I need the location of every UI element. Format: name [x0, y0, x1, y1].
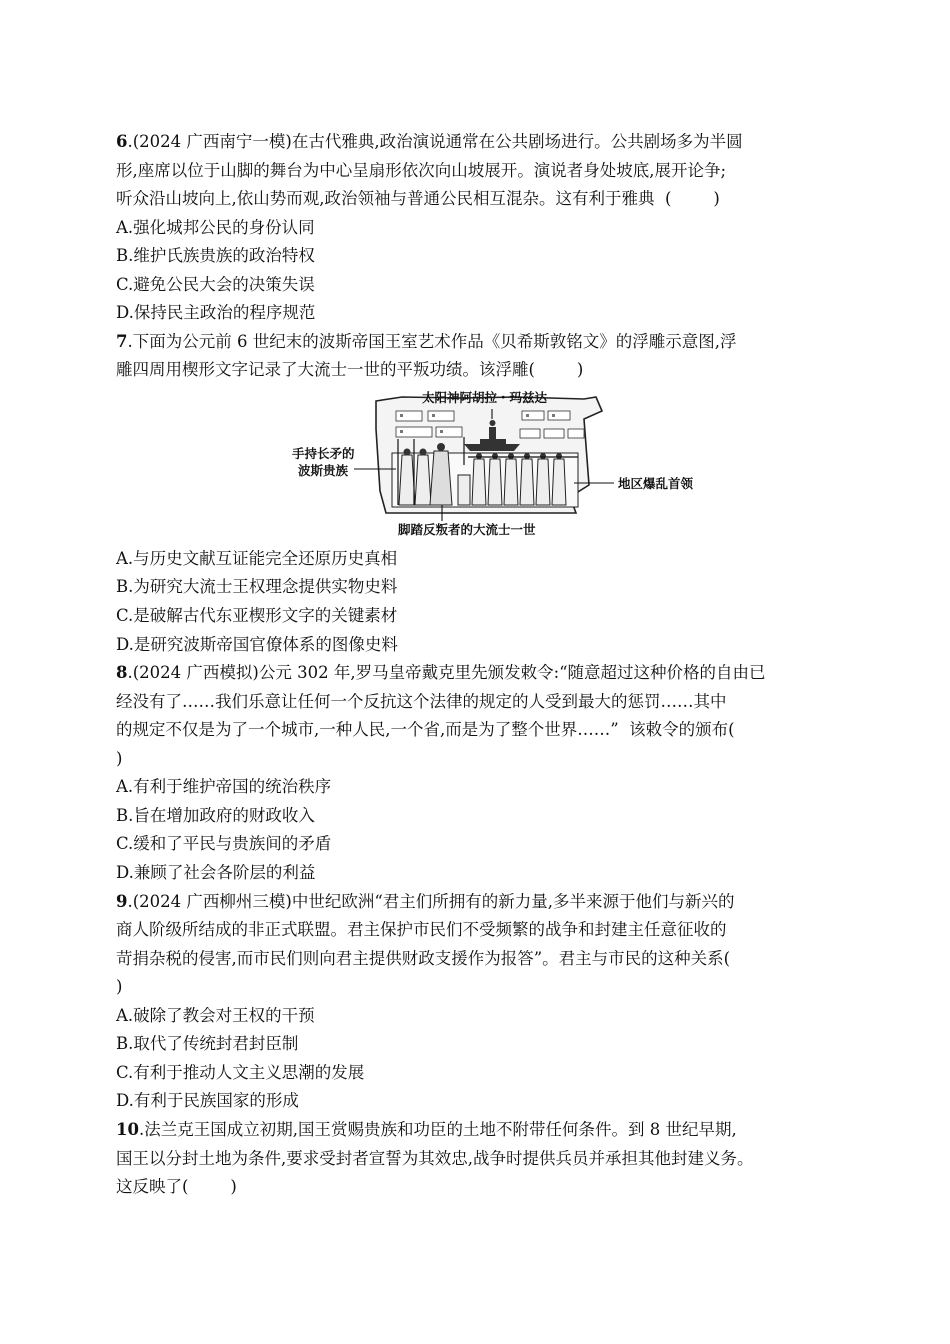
question-7	[116, 328, 846, 659]
question-number: 9	[116, 891, 128, 911]
option-c: C.有利于推动人文主义思潮的发展	[116, 1062, 365, 1082]
question-10	[116, 1116, 846, 1202]
question-number: 10	[116, 1120, 139, 1139]
question-9-stem: 9.(2024 广西柳州三模)中世纪欧洲“君主们所拥有的新力量,多半来源于他们与新兴的 商人阶级所结成的非正式联盟。君主保护市民们不受频繁的战争和封建主任意征收的 苛捐杂税的侵害,而市民们则向君主提供财政支援作为报答”。君主与市民的这种关系( )	[116, 891, 735, 997]
option-b: B.旨在增加政府的财政收入	[116, 805, 315, 825]
question-9	[116, 888, 846, 1116]
label-ahura-mazda: 太阳神阿胡拉・玛兹达	[422, 389, 548, 405]
label-darius: 脚踏反叛者的大流士一世	[398, 521, 536, 537]
option-a: A.破除了教会对王权的干预	[116, 1005, 315, 1025]
question-6	[116, 128, 846, 328]
option-a: A.强化城邦公民的身份认同	[116, 217, 315, 237]
option-c: C.是破解古代东亚楔形文字的关键素材	[116, 606, 398, 626]
option-b: B.维护氏族贵族的政治特权	[116, 246, 315, 266]
label-persian-noble-1: 手持长矛的	[292, 445, 355, 461]
exam-page	[116, 128, 846, 1202]
label-persian-noble-2: 波斯贵族	[298, 462, 349, 478]
question-8	[116, 659, 846, 887]
label-rebel-leaders: 地区爆乱首领	[618, 475, 694, 491]
option-d: D.兼顾了社会各阶层的利益	[116, 863, 316, 883]
option-b: B.为研究大流士王权理念提供实物史料	[116, 577, 398, 597]
question-number: 6	[116, 132, 128, 151]
question-10-stem: 10.法兰克王国成立初期,国王赏赐贵族和功臣的土地不附带任何条件。到 8 世纪早期, 国王以分封土地为条件,要求受封者宣誓为其效忠,战争时提供兵员并承担其他封建义务。 这反映了( )	[116, 1120, 754, 1196]
option-d: D.是研究波斯帝国官僚体系的图像史料	[116, 634, 398, 654]
question-number: 7	[116, 331, 128, 351]
question-8-stem: 8.(2024 广西模拟)公元 302 年,罗马皇帝戴克里先颁发敕令:“随意超过这种价格的自由已 经没有了……我们乐意让任何一个反抗这个法律的规定的人受到最大的惩罚……其中 的规定不仅是为了一个城市,一种人民,一个省,而是为了整个世界……” 该敕令的颁布( )	[116, 663, 766, 768]
option-b: B.取代了传统封君封臣制	[116, 1034, 299, 1054]
question-number: 8	[116, 663, 128, 683]
question-7-stem: 7.下面为公元前 6 世纪末的波斯帝国王室艺术作品《贝希斯敦铭文》的浮雕示意图,浮 雕四周用楔形文字记录了大流士一世的平叛功绩。该浮雕( )	[116, 331, 737, 380]
question-6-stem: 6.(2024 广西南宁一模)在古代雅典,政治演说通常在公共剧场进行。公共剧场多为半圆 形,座席以位于山脚的舞台为中心呈扇形依次向山坡展开。演说者身处坡底,展开论争; 听众沿山坡向上,依山势而观,政治领袖与普通公民相互混杂。这有利于雅典 ( )	[116, 132, 743, 208]
option-d: D.有利于民族国家的形成	[116, 1091, 299, 1111]
behistun-relief-diagram	[284, 389, 704, 539]
option-a: A.有利于维护帝国的统治秩序	[116, 777, 332, 797]
option-a: A.与历史文献互证能完全还原历史真相	[116, 548, 398, 568]
option-d: D.保持民主政治的程序规范	[116, 303, 316, 323]
option-c: C.避免公民大会的决策失误	[116, 274, 315, 294]
option-c: C.缓和了平民与贵族间的矛盾	[116, 834, 332, 854]
